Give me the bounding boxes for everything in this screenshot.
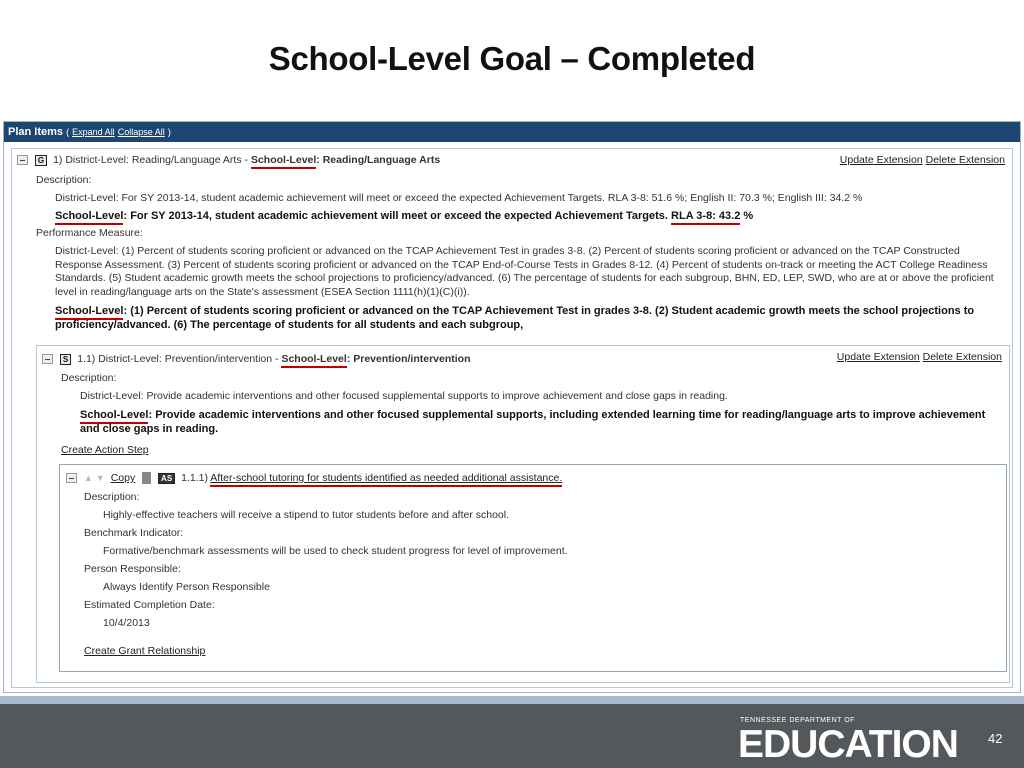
goal-school-description-text: : For SY 2013-14, student academic achievement will meet or exceed the expected Achievement Targets. — [123, 210, 672, 222]
plan-items-header — [4, 122, 1020, 142]
collapse-icon[interactable] — [42, 354, 53, 364]
strategy-update-extension-link[interactable]: Update Extension — [836, 351, 920, 363]
strategy-actions — [837, 351, 1002, 363]
action-step-item — [59, 464, 1007, 672]
copy-link[interactable]: Copy — [110, 472, 136, 484]
education-logo: EDUCATION — [738, 723, 958, 766]
collapse-all-link[interactable]: Collapse All — [117, 127, 165, 137]
strategy-description-label: Description: — [61, 372, 117, 384]
footer-stripe — [0, 696, 1024, 704]
goal-school-level-label: School-Level — [251, 154, 316, 169]
goal-school-description — [55, 209, 995, 223]
move-up-icon[interactable]: ▲ — [83, 473, 93, 483]
action-benchmark-label: Benchmark Indicator: — [84, 527, 184, 539]
plan-items-close-paren: ) — [167, 127, 171, 137]
strategy-school-description-text: : Provide academic interventions and other focused supplemental supports, including extended learning time for reading/language arts to improve achievement and close gaps in reading. — [80, 409, 986, 435]
page-number: 42 — [988, 731, 1003, 746]
action-step-header — [66, 472, 562, 484]
goal-school-performance-text: : (1) Percent of students scoring proficient or advanced on the TCAP Achievement Test in grades 3-8. (2) Student academic growth meets the school projections to proficiency/advanced. (6) The percentage of students for all students and each subgroup, — [55, 305, 975, 331]
strategy-delete-extension-link[interactable]: Delete Extension — [922, 351, 1002, 363]
action-description-label: Description: — [84, 491, 140, 503]
goal-district-description: District-Level: For SY 2013-14, student academic achievement will meet or exceed the expected Achievement Targets. RLA 3-8: 51.6 %; English II: 70.3 %; English III: 34.2 % — [55, 192, 863, 204]
collapse-icon[interactable] — [17, 155, 28, 165]
action-person-label: Person Responsible: — [84, 563, 181, 575]
goal-school-performance — [55, 304, 995, 332]
action-description: Highly-effective teachers will receive a stipend to tutor students before and after school. — [103, 509, 510, 521]
strategy-school-description-label: School-Level — [80, 409, 148, 424]
strategy-school-level-label: School-Level — [281, 353, 346, 368]
goal-prefix: 1) District-Level: Reading/Language Arts - — [53, 154, 251, 166]
collapse-icon[interactable] — [66, 473, 77, 483]
action-step-number: 1.1.1) — [181, 472, 208, 484]
action-step-title-link[interactable]: After-school tutoring for students identified as needed additional assistance. — [210, 472, 562, 487]
goal-school-description-label: School-Level — [55, 210, 123, 225]
action-completion-label: Estimated Completion Date: — [84, 599, 215, 611]
goal-school-performance-label: School-Level — [55, 305, 123, 320]
slide-title: School-Level Goal – Completed — [268, 40, 756, 77]
goal-school-description-end: % — [740, 210, 754, 222]
strategy-prefix: 1.1) District-Level: Prevention/intervention - — [77, 353, 282, 365]
create-grant-row — [84, 645, 205, 657]
create-action-step-row — [61, 444, 149, 456]
strategy-item — [36, 345, 1010, 683]
create-grant-relationship-link[interactable]: Create Grant Relationship — [84, 645, 206, 657]
goal-performance-label: Performance Measure: — [36, 227, 143, 239]
strategy-district-description: District-Level: Provide academic interventions and other focused supplemental supports to improve achievement and close gaps in reading. — [80, 390, 728, 402]
plan-items-open-paren: ( — [66, 127, 70, 137]
strategy-title-suffix: : Prevention/intervention — [346, 353, 471, 365]
plan-items-panel — [3, 121, 1021, 693]
strategy-header — [42, 353, 471, 365]
goal-description-label: Description: — [36, 174, 92, 186]
action-benchmark: Formative/benchmark assessments will be used to check student progress for level of improvement. — [103, 545, 568, 557]
action-step-badge: AS — [158, 473, 175, 484]
goal-actions — [840, 154, 1005, 166]
department-label: TENNESSEE DEPARTMENT OF — [740, 717, 855, 724]
goal-item — [11, 148, 1013, 688]
goal-title-suffix: : Reading/Language Arts — [316, 154, 441, 166]
goal-district-performance: District-Level: (1) Percent of students scoring proficient or advanced on the TCAP Achievement Test in grades 3-8. (2) Percent of students scoring proficient or advanced on the TCAP Constructed Response Assessment. (3) Percent of students scoring proficient or advanced on the TCAP End-of-Course Tests in Grades 8-12. (4) Percent of students on-track or meeting the ACT College Readiness Standards. (5) Student academic growth meets the school projections to proficiency/advanced. (6) The percentage of students for each subgroup, BHN, ED, LEP, SWD, who are at or above the proficient level in reading/language arts on the State's assessment (ESEA Section 1111(h)(1)(C)(i)). — [55, 245, 994, 298]
action-person: Always Identify Person Responsible — [103, 581, 270, 593]
trash-icon[interactable] — [142, 472, 151, 484]
goal-badge: G — [35, 155, 47, 166]
strategy-school-description — [80, 408, 1000, 436]
expand-all-link[interactable]: Expand All — [72, 127, 115, 137]
goal-school-target: RLA 3-8: 43.2 — [671, 210, 740, 225]
move-down-icon[interactable]: ▼ — [95, 473, 105, 483]
goal-delete-extension-link[interactable]: Delete Extension — [925, 154, 1005, 166]
strategy-badge: S — [60, 354, 71, 365]
action-completion: 10/4/2013 — [103, 617, 150, 629]
plan-items-title: Plan Items — [8, 126, 64, 138]
create-action-step-link[interactable]: Create Action Step — [61, 444, 149, 456]
goal-update-extension-link[interactable]: Update Extension — [839, 154, 923, 166]
goal-header — [17, 154, 440, 166]
